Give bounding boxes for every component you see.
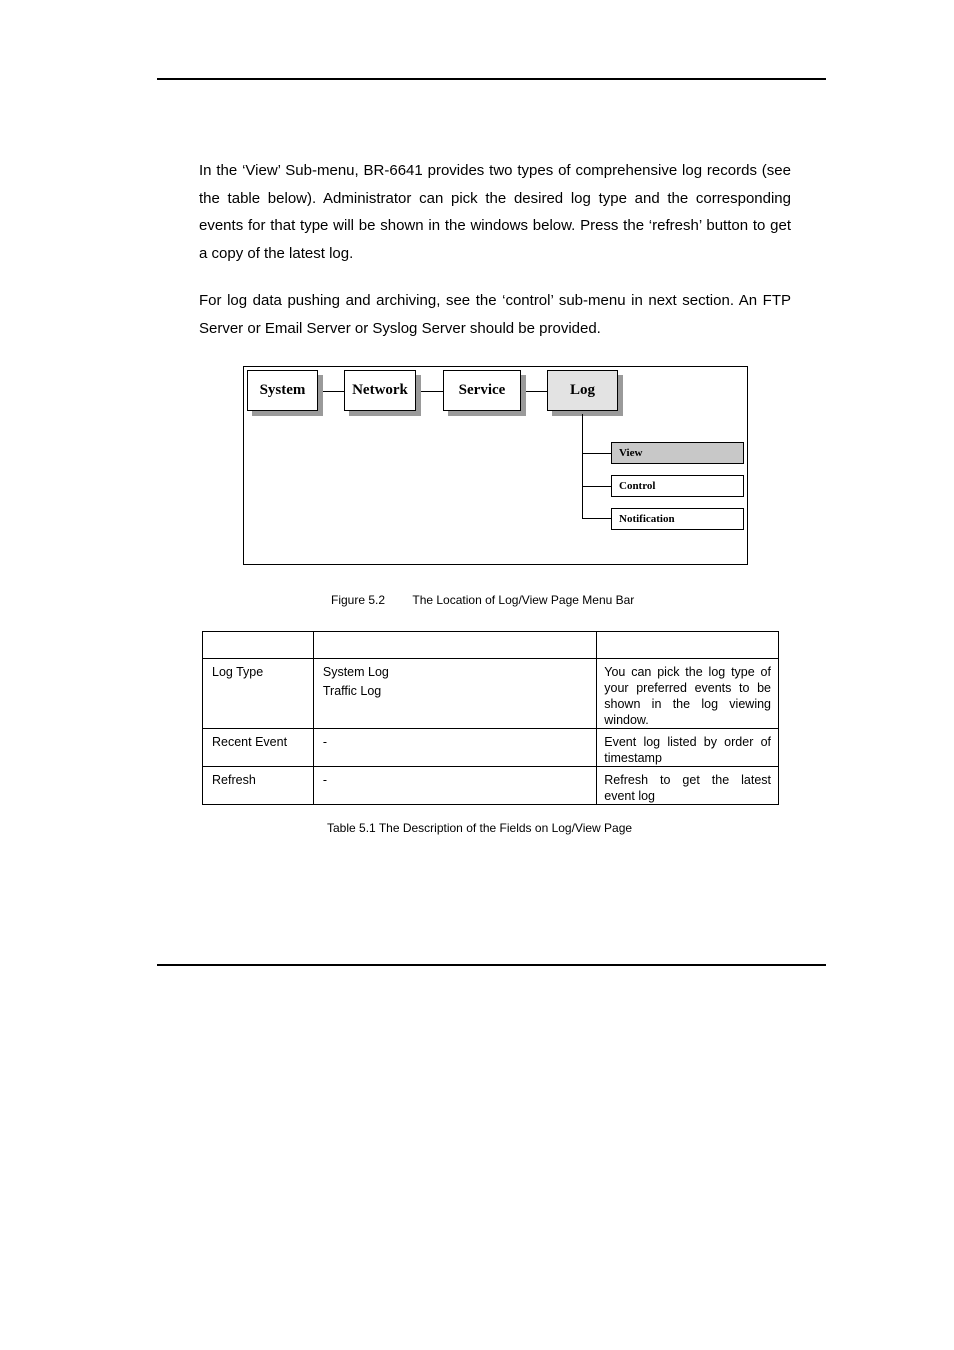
- field-name-cell: Recent Event: [203, 729, 314, 767]
- table-row: [203, 659, 779, 729]
- submenu-branch: [582, 486, 611, 487]
- menu-item-network[interactable]: Network: [344, 370, 416, 411]
- figure-caption-label: Figure 5.2: [331, 593, 386, 607]
- figure-caption: [331, 593, 634, 607]
- menu-bar-figure: [243, 366, 748, 565]
- field-value: -: [322, 735, 328, 749]
- table-header-cell: [203, 632, 314, 659]
- field-values-cell: [313, 659, 596, 729]
- menu-connector: [416, 391, 443, 392]
- field-values-cell: [313, 767, 596, 805]
- submenu-item-notification[interactable]: Notification: [611, 508, 744, 530]
- table-row: [203, 767, 779, 805]
- menu-item-service[interactable]: Service: [443, 370, 521, 411]
- menu-connector: [521, 391, 547, 392]
- submenu-branch: [582, 518, 611, 519]
- field-value: -: [322, 773, 328, 787]
- footer-rule: [157, 964, 826, 966]
- field-values-cell: [313, 729, 596, 767]
- field-name-cell: Log Type: [203, 659, 314, 729]
- submenu-branch: [582, 453, 611, 454]
- menu-item-system[interactable]: System: [247, 370, 318, 411]
- fields-table: [202, 631, 779, 805]
- table-caption: Table 5.1 The Description of the Fields on Log/View Page: [327, 821, 633, 835]
- menu-item-log[interactable]: Log: [547, 370, 618, 411]
- figure-caption-text: The Location of Log/View Page Menu Bar: [412, 593, 635, 607]
- field-value: Traffic Log: [322, 684, 382, 698]
- header-rule: [157, 78, 826, 80]
- table-row: [203, 729, 779, 767]
- table-header-cell: [313, 632, 596, 659]
- table-header-row: [203, 632, 779, 659]
- field-description-cell: Event log listed by order of timestamp: [597, 729, 779, 767]
- field-description-cell: Refresh to get the latest event log: [597, 767, 779, 805]
- field-value: System Log: [322, 665, 389, 679]
- archiving-paragraph: For log data pushing and archiving, see the ‘control’ sub-menu in next section. An FTP Server or Email Server or Syslog Server should be provided.: [199, 292, 791, 337]
- field-description-cell: You can pick the log type of your preferred events to be shown in the log viewing window.: [597, 659, 779, 729]
- table-header-cell: [597, 632, 779, 659]
- intro-paragraph: In the ‘View’ Sub-menu, BR-6641 provides two types of comprehensive log records (see the table below). Administrator can pick the desired log type and the corresponding events for that type will be shown in the windows below. Press the ‘refresh’ button to get a copy of the latest log.: [199, 162, 791, 262]
- submenu-item-view[interactable]: View: [611, 442, 744, 464]
- submenu-tree-line: [582, 414, 583, 518]
- menu-connector: [318, 391, 344, 392]
- submenu-item-control[interactable]: Control: [611, 475, 744, 497]
- field-name-cell: Refresh: [203, 767, 314, 805]
